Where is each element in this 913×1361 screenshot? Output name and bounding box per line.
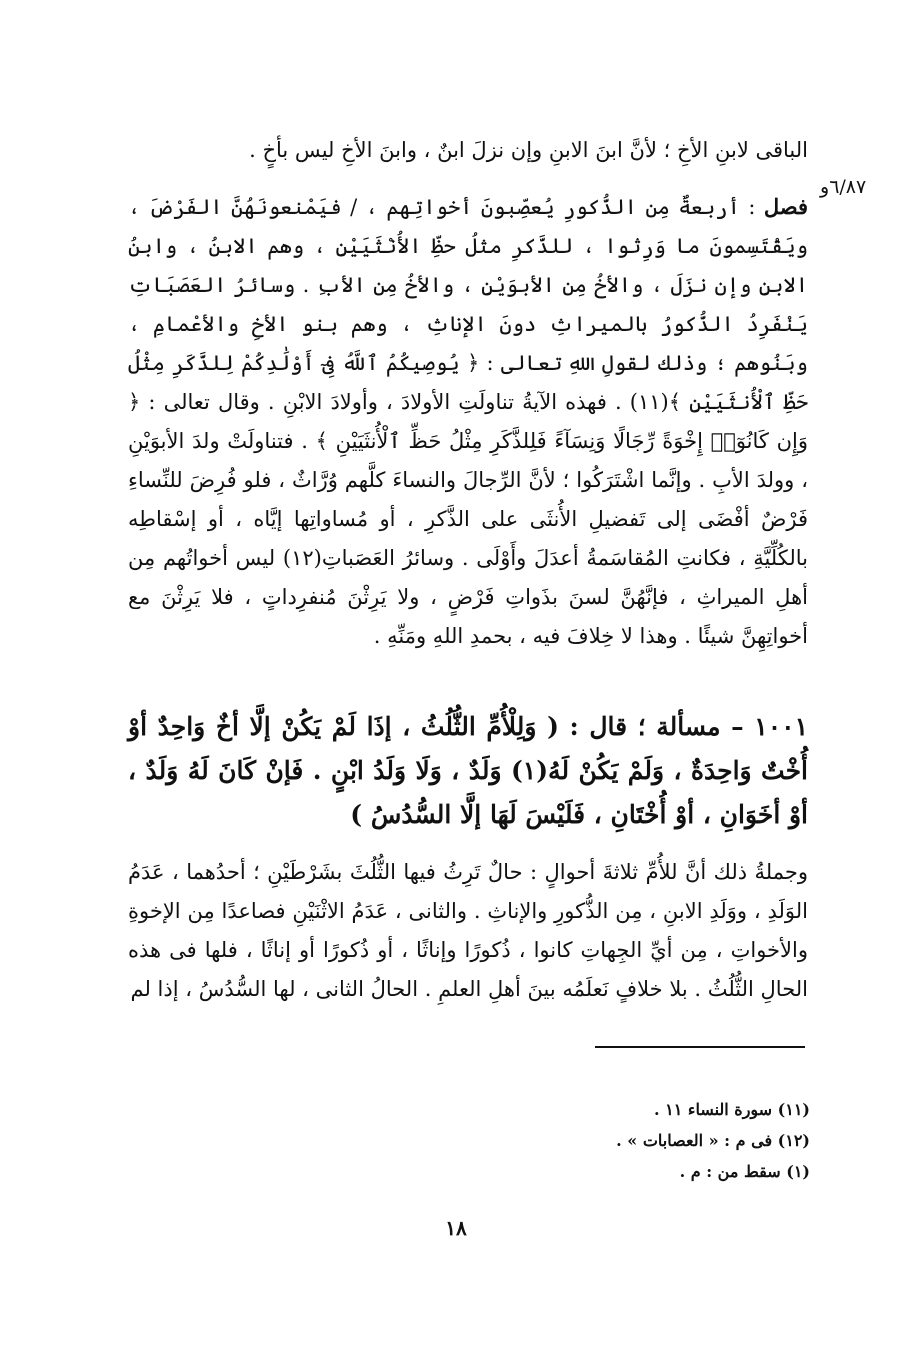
paragraph-fasl-body: : أربعةٌ مِن الذُّكورِ يُعصِّبونَ أخواتِهم ، / فيَمْنعونَهُنَّ الفَرْضَ ، ويَقْتَسِمونَ ما وَرِثوا ، للذَّكرِ مثلُ حظِّ الأُنْثَيَيْنِ ، وهم الابنُ ، وابنُ الابنِ وإن نزَلَ ، والأخُ مِن الأبوَيْنِ ، والأخُ مِن الأبِ . وسائرُ العَصَبَاتِ يَنْفَرِدُ الذُّكورُ بالميراثِ دونَ الإناثِ ، وهم بنو الأخِ والأعْمامِ ، وبَنُوهم ؛ وذلك لقولِ اللهِ تعالى : ﴿ يُوصِيكُمُ ٱللَّهُ فِىٓ أَوْلَٰدِكُمْ لِلذَّكَرِ مِثْلُ حَظِّ ٱلْأُنثَيَيْنِ ﴾(١١) . فهذه الآيةُ تناولَتِ الأولادَ ، وأولادَ الابْنِ . وقال تعالى : ﴿ وَإِن كَانُوٓا۟ إِخْوَةً رِّجَالًا وَنِسَآءً فَلِلذَّكَرِ مِثْلُ حَظِّ ٱلْأُنثَيَيْنِ ﴾ . فتناولَتْ ولدَ الأبوَيْنِ ، وولدَ الأبِ . وإنَّما اشْتَرَكُوا ؛ لأنَّ الرِّجالَ والنساءَ كلَّهم وُرَّاثٌ ، فلو فُرِضَ للنِّساءِ فَرْضٌ أفْضَى إلى تَفضيلِ الأُنثَى على الذَّكرِ ، أو مُساواتِها إيَّاه ، أو إسْقاطِه بالكُلِّيَّةِ ، فكانتِ المُقاسَمةُ أعدَلَ وأَوْلَى . وسائرُ العَصَباتِ(١٢) ليس أخواتُهم مِن أهلِ الميراثِ ، فإنَّهُنَّ لسنَ بذَواتِ فَرْضٍ ، ولا يَرِثْنَ مُنفرِداتٍ ، فلا يَرِثْنَ مع أخواتِهِنَّ شيئًا . وهذا لا خِلافَ فيه ، بحمدِ اللهِ ومَنِّهِ .: [128, 195, 809, 648]
footnote-divider: [595, 1046, 805, 1048]
manuscript-folio-reference: ٦/٨٧و: [820, 176, 867, 198]
footnote-11: (١١) سورة النساء ١١ .: [654, 1100, 810, 1119]
paragraph-fasl: [128, 187, 808, 656]
paragraph-continuation: الباقى لابنِ الأخِ ؛ لأنَّ ابنَ الابنِ وإن نزلَ ابنٌ ، وابنَ الأخِ ليس بأخٍ .: [249, 138, 808, 162]
page-number: ١٨: [445, 1216, 467, 1240]
footnote-1: (١) سقط من : م .: [679, 1162, 810, 1181]
paragraph-masala: ١٠٠١ – مسألة ؛ قال : ( وَلِلْأُمِّ الثُّلُثُ ، إذَا لَمْ يَكُنْ إلَّا أخٌ وَاحِدٌ أوْ أُخْتٌ وَاحِدَةٌ ، وَلَمْ يَكُنْ لَهُ(١) وَلَدٌ ، وَلَا وَلَدُ ابْنٍ . فَإنْ كَانَ لَهُ وَلَدٌ ، أوْ أخَوَانِ ، أوْ أُخْتَانِ ، فَلَيْسَ لَهَا إلَّا السُّدُسُ ): [128, 712, 808, 829]
footnote-12: (١٢) فى م : « العصابات » .: [616, 1131, 810, 1150]
footnotes: [420, 1094, 810, 1187]
paragraph-commentary: وجملةُ ذلك أنَّ للأُمِّ ثلاثةَ أحوالٍ : حالٌ تَرِثُ فيها الثُّلُثَ بشَرْطَيْنِ ؛ أحدُهما ، عَدَمُ الوَلَدِ ، ووَلَدِ الابنِ ، مِن الذُّكورِ والإناثِ . والثانى ، عَدَمُ الاثْنَيْنِ فصاعدًا مِن الإخوةِ والأخواتِ ، مِن أيِّ الجِهاتِ كانوا ، ذُكورًا وإناثًا ، أو ذُكورًا أو إناثًا ، فلها فى هذه الحالِ الثُّلُثُ . بلا خلافٍ نَعلَمُه بينَ أهلِ العلمِ . الحالُ الثانى ، لها السُّدُسُ ، إذا لم: [128, 860, 808, 1001]
section-heading-fasl: فصل: [763, 194, 808, 219]
